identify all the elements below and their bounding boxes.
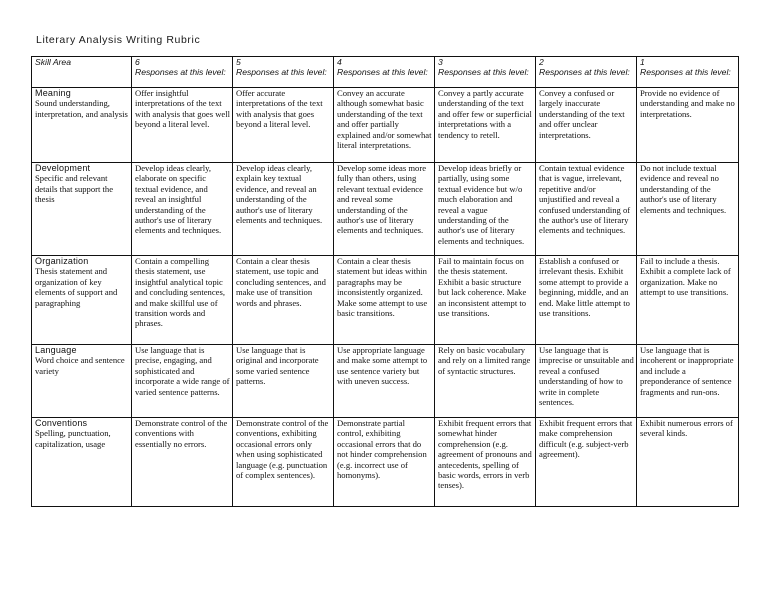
rubric-cell: Convey a confused or largely inaccurate understanding of the text and offer unclear interpretations. <box>536 88 637 163</box>
rubric-cell: Convey a partly accurate understanding of the text and offer few or superficial interpretations with a tendency to retell. <box>435 88 536 163</box>
header-row <box>32 57 739 88</box>
rubric-cell: Exhibit frequent errors that somewhat hinder comprehension (e.g. agreement of pronouns and antecedents, spelling of basic words, errors in verb tenses). <box>435 418 536 507</box>
rubric-cell: Exhibit numerous errors of several kinds. <box>637 418 739 507</box>
rubric-cell: Use language that is precise, engaging, and sophisticated and incorporate a wide range of varied sentence patterns. <box>132 345 233 418</box>
header-level-6: 6 Responses at this level: <box>132 57 233 88</box>
rubric-cell: Convey an accurate although somewhat basic understanding of the text and offer partially explained and/or somewhat literal interpretations. <box>334 88 435 163</box>
skill-area-cell: Development Specific and relevant details that support the thesis <box>32 163 132 256</box>
header-level-5: 5 Responses at this level: <box>233 57 334 88</box>
rubric-cell: Establish a confused or irrelevant thesis. Exhibit some attempt to provide a beginning, middle, and an end. Make little attempt to use transitions. <box>536 256 637 345</box>
table-row <box>32 345 739 418</box>
table-row <box>32 256 739 345</box>
rubric-cell: Demonstrate partial control, exhibiting occasional errors that do not hinder comprehension (e.g. incorrect use of homonyms). <box>334 418 435 507</box>
header-level-3: 3 Responses at this level: <box>435 57 536 88</box>
skill-area-cell: Language Word choice and sentence variety <box>32 345 132 418</box>
page-title: Literary Analysis Writing Rubric <box>36 34 201 46</box>
rubric-cell: Exhibit frequent errors that make comprehension difficult (e.g. subject-verb agreement). <box>536 418 637 507</box>
rubric-table <box>31 56 739 507</box>
rubric-cell: Develop some ideas more fully than others, using relevant textual evidence and reveal some understanding of the author's use of literary elements and techniques. <box>334 163 435 256</box>
rubric-cell: Rely on basic vocabulary and rely on a limited range of syntactic structures. <box>435 345 536 418</box>
rubric-cell: Do not include textual evidence and reveal no understanding of the author's use of literary elements and techniques. <box>637 163 739 256</box>
rubric-cell: Contain a clear thesis statement, use topic and concluding sentences, and make use of transition words and phrases. <box>233 256 334 345</box>
rubric-cell: Demonstrate control of the conventions, exhibiting occasional errors only when using sophisticated language (e.g. punctuation of complex sentences). <box>233 418 334 507</box>
rubric-cell: Use language that is imprecise or unsuitable and reveal a confused understanding of how to write in complete sentences. <box>536 345 637 418</box>
table-row <box>32 163 739 256</box>
rubric-cell: Contain textual evidence that is vague, irrelevant, repetitive and/or unjustified and reveal a confused understanding of the author's use of literary elements and techniques. <box>536 163 637 256</box>
rubric-cell: Contain a clear thesis statement but ideas within paragraphs may be inconsistently organized. Make some attempt to use basic transitions. <box>334 256 435 345</box>
rubric-cell: Use language that is incoherent or inappropriate and include a preponderance of sentence fragments and run-ons. <box>637 345 739 418</box>
rubric-cell: Fail to include a thesis. Exhibit a complete lack of organization. Make no attempt to use transitions. <box>637 256 739 345</box>
rubric-cell: Use appropriate language and make some attempt to use sentence variety but with uneven success. <box>334 345 435 418</box>
rubric-cell: Fail to maintain focus on the thesis statement. Exhibit a basic structure but lack coherence. Make an inconsistent attempt to use transitions. <box>435 256 536 345</box>
rubric-cell: Contain a compelling thesis statement, use insightful analytical topic and concluding sentences, and make skillful use of transition words and phrases. <box>132 256 233 345</box>
skill-area-cell: Meaning Sound understanding, interpretation, and analysis <box>32 88 132 163</box>
table-row <box>32 88 739 163</box>
header-level-4: 4 Responses at this level: <box>334 57 435 88</box>
header-level-2: 2 Responses at this level: <box>536 57 637 88</box>
skill-area-cell: Conventions Spelling, punctuation, capitalization, usage <box>32 418 132 507</box>
rubric-cell: Offer insightful interpretations of the text with analysis that goes well beyond a literal level. <box>132 88 233 163</box>
header-skill-area: Skill Area <box>32 57 132 88</box>
skill-area-cell: Organization Thesis statement and organization of key elements of support and paragraphing <box>32 256 132 345</box>
rubric-cell: Demonstrate control of the conventions with essentially no errors. <box>132 418 233 507</box>
rubric-cell: Provide no evidence of understanding and make no interpretations. <box>637 88 739 163</box>
rubric-cell: Develop ideas briefly or partially, using some textual evidence but w/o much elaboration and reveal a vague understanding of the author's use of literary elements and techniques. <box>435 163 536 256</box>
header-level-1: 1 Responses at this level: <box>637 57 739 88</box>
table-row <box>32 418 739 507</box>
rubric-cell: Offer accurate interpretations of the text with analysis that goes beyond a literal level. <box>233 88 334 163</box>
rubric-cell: Develop ideas clearly, explain key textual evidence, and reveal an understanding of the author's use of literary elements and techniques. <box>233 163 334 256</box>
rubric-cell: Develop ideas clearly, elaborate on specific textual evidence, and reveal an insightful understanding of the author's use of literary elements and techniques. <box>132 163 233 256</box>
rubric-cell: Use language that is original and incorporate some varied sentence patterns. <box>233 345 334 418</box>
